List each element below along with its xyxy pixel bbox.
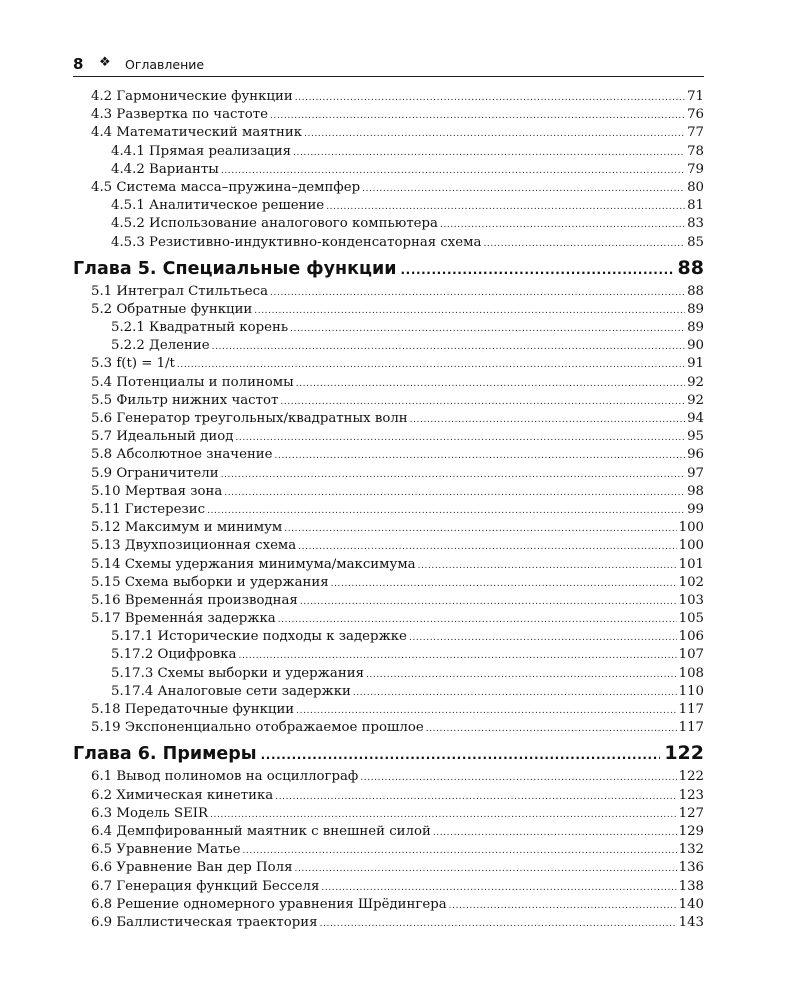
entry-title: 5.7 Идеальный диод [91,429,234,445]
dot-leader [278,611,677,629]
dot-leader [321,879,676,897]
dot-leader [433,824,677,842]
toc-entry [73,787,704,805]
dot-leader [224,484,685,502]
toc-entry [73,683,704,701]
dot-leader [360,769,676,787]
table-of-contents [73,88,704,932]
page-ref: 127 [678,805,704,821]
page-ref: 92 [687,374,704,390]
entry-title: 5.14 Схемы удержания минимума/максимума [91,556,416,572]
toc-entry [73,215,704,233]
dot-leader [221,162,685,180]
page-ref: 90 [687,338,704,354]
toc-entry [73,392,704,410]
dot-leader [210,806,677,824]
page-ref: 110 [678,683,704,699]
entry-title: 4.4 Математический маятник [91,125,303,141]
page-ref: 143 [678,914,704,930]
entry-title: 6.4 Демпфированный маятник с внешней силой [91,823,431,839]
page-ref: 80 [687,179,704,195]
page-ref: 92 [687,392,704,408]
dot-leader [275,788,676,806]
toc-entry [73,592,704,610]
dot-leader [483,235,685,253]
dot-leader [294,860,676,878]
toc-entry [73,143,704,161]
chapter-title: Глава 5. Специальные функции [73,258,397,279]
page-ref: 76 [687,107,704,123]
page-ref: 100 [678,520,704,536]
toc-entry [73,537,704,555]
toc-entry [73,197,704,215]
page-ref: 85 [687,234,704,250]
entry-title: 5.12 Максимум и минимум [91,520,283,536]
entry-title: 6.3 Модель SEIR [91,805,209,821]
entry-title: 6.8 Решение одномерного уравнения Шрёдингера [91,896,447,912]
dot-leader [418,557,677,575]
toc-entry [73,841,704,859]
entry-title: 5.10 Мертвая зона [91,483,223,499]
dot-leader [320,915,677,933]
entry-title: 5.9 Ограничители [91,465,219,481]
toc-entry [73,628,704,646]
entry-title: 6.9 Баллистическая траектория [91,914,318,930]
entry-title: 5.17.3 Схемы выборки и удержания [111,665,364,681]
page-ref: 83 [687,216,704,232]
entry-title: 5.11 Гистерезис [91,501,206,517]
page-ref: 123 [678,787,704,803]
entry-title: 6.1 Вывод полиномов на осциллограф [91,769,359,785]
page-ref: 91 [687,356,704,372]
page-ref: 103 [678,592,704,608]
entry-title: 5.6 Генератор треугольных/квадратных волн [91,411,408,426]
dot-leader [366,666,677,684]
page-ref: 77 [687,125,704,141]
toc-entry [73,914,704,932]
toc-entry [73,283,704,301]
page-ref: 88 [687,283,704,299]
entry-title: 5.8 Абсолютное значение [91,447,273,463]
toc-entry [73,483,704,501]
toc-entry [73,124,704,142]
ornament-icon: ❖ [99,55,111,70]
running-header-title: Оглавление [125,57,205,72]
toc-entry [73,319,704,337]
toc-entry [73,301,704,319]
running-header [73,54,704,77]
dot-leader [212,338,685,356]
toc-chapter-heading [73,254,704,282]
page-ref: 81 [687,198,704,214]
toc-entry [73,337,704,355]
page-ref: 96 [687,447,704,463]
entry-title: 5.2.1 Квадратный корень [111,320,289,336]
dot-leader [284,520,676,538]
dot-leader [410,411,685,429]
toc-entry [73,719,704,737]
dot-leader [293,144,685,162]
toc-entry [73,823,704,841]
dot-leader [290,320,685,338]
entry-title: 5.17.2 Оцифровка [111,647,237,663]
entry-title: 5.1 Интеграл Стильтьеса [91,283,269,299]
page-ref: 79 [687,161,704,177]
dot-leader [449,897,677,915]
entry-title: 5.19 Экспоненциально отображаемое прошлое [91,720,424,736]
toc-entry [73,374,704,392]
toc-entry [73,610,704,628]
page-ref: 129 [678,823,704,839]
page-ref: 117 [678,702,704,717]
page-ref: 102 [678,574,704,590]
dot-leader [362,180,685,198]
entry-title: 6.6 Уравнение Ван дер Поля [91,860,293,876]
entry-title: 4.5.1 Аналитическое решение [111,198,325,214]
entry-title: 4.3 Развертка по частоте [91,107,269,123]
entry-title: 5.18 Передаточные функции [91,702,295,717]
entry-title: 5.2 Обратные функции [91,301,253,317]
toc-entry [73,805,704,823]
entry-title: 5.16 Временна́я производная [91,592,298,608]
page-ref: 122 [678,769,704,785]
dot-leader [235,429,685,447]
page-ref: 106 [678,629,704,645]
page-number: 8 [73,55,84,73]
entry-title: 5.3 f(t) = 1/t [91,356,175,372]
page-ref: 98 [687,483,704,499]
page-ref: 140 [678,896,704,912]
entry-title: 5.17.4 Аналоговые сети задержки [111,683,351,699]
dot-leader [296,702,676,720]
page-ref: 108 [678,665,704,681]
dot-leader [300,593,677,611]
page-ref: 88 [677,256,704,279]
entry-title: 5.13 Двухпозиционная схема [91,538,297,554]
toc-entry [73,556,704,574]
toc-entry [73,410,704,428]
page-ref: 99 [687,501,704,517]
page-ref: 97 [687,465,704,481]
toc-entry [73,878,704,896]
entry-title: 5.2.2 Деление [111,338,210,354]
toc-entry [73,88,704,106]
page-ref: 107 [678,647,704,663]
toc-entry [73,106,704,124]
dot-leader [295,89,685,107]
entry-title: 4.4.1 Прямая реализация [111,143,292,159]
dot-leader [401,256,674,284]
dot-leader [440,216,685,234]
toc-entry [73,701,704,719]
toc-entry [73,355,704,373]
page-ref: 89 [687,301,704,317]
entry-title: 5.5 Фильтр нижних частот [91,392,279,408]
dot-leader [304,125,685,143]
dot-leader [275,447,686,465]
dot-leader [238,647,676,665]
page-ref: 78 [687,143,704,159]
toc-chapter-heading [73,739,704,767]
toc-entry [73,446,704,464]
toc-entry [73,519,704,537]
page-ref: 122 [664,742,704,765]
entry-title: 4.2 Гармонические функции [91,89,293,104]
dot-leader [296,375,685,393]
toc-entry [73,234,704,252]
entry-title: 6.7 Генерация функций Бесселя [91,878,320,894]
page-ref: 132 [678,842,704,858]
page-ref: 71 [687,89,704,104]
toc-entry [73,501,704,519]
page-ref: 89 [687,320,704,336]
toc-entry [73,161,704,179]
toc-entry [73,179,704,197]
page-ref: 117 [678,720,704,736]
page-ref: 138 [678,878,704,894]
entry-title: 4.5.2 Использование аналогового компьютера [111,216,438,232]
toc-entry [73,574,704,592]
entry-title: 6.2 Химическая кинетика [91,787,274,803]
dot-leader [298,538,676,556]
toc-entry [73,859,704,877]
entry-title: 6.5 Уравнение Матье [91,842,241,858]
entry-title: 5.15 Схема выборки и удержания [91,574,329,590]
page-ref: 105 [678,611,704,627]
entry-title: 4.4.2 Варианты [111,161,219,177]
dot-leader [221,466,685,484]
dot-leader [353,684,677,702]
page-ref: 136 [678,860,704,876]
dot-leader [331,575,677,593]
entry-title: 4.5 Система масса–пружина–демпфер [91,179,361,195]
dot-leader [270,284,685,302]
page-ref: 94 [687,411,704,426]
entry-title: 5.4 Потенциалы и полиномы [91,374,294,390]
page-ref: 101 [678,556,704,572]
dot-leader [254,302,685,320]
entry-title: 4.5.3 Резистивно-индуктивно-конденсаторная схема [111,234,482,250]
toc-entry [73,646,704,664]
toc-entry [73,665,704,683]
toc-entry [73,428,704,446]
toc-entry [73,896,704,914]
dot-leader [326,198,685,216]
dot-leader [270,107,685,125]
dot-leader [261,741,661,769]
chapter-title: Глава 6. Примеры [73,744,257,765]
entry-title: 5.17.1 Исторические подходы к задержке [111,629,407,645]
toc-entry [73,768,704,786]
toc-entry [73,465,704,483]
dot-leader [280,393,685,411]
dot-leader [207,502,685,520]
dot-leader [426,720,677,738]
page-ref: 95 [687,429,704,445]
dot-leader [409,629,677,647]
dot-leader [177,356,685,374]
entry-title: 5.17 Временна́я задержка [91,611,276,627]
page-ref: 100 [678,538,704,554]
dot-leader [242,842,676,860]
